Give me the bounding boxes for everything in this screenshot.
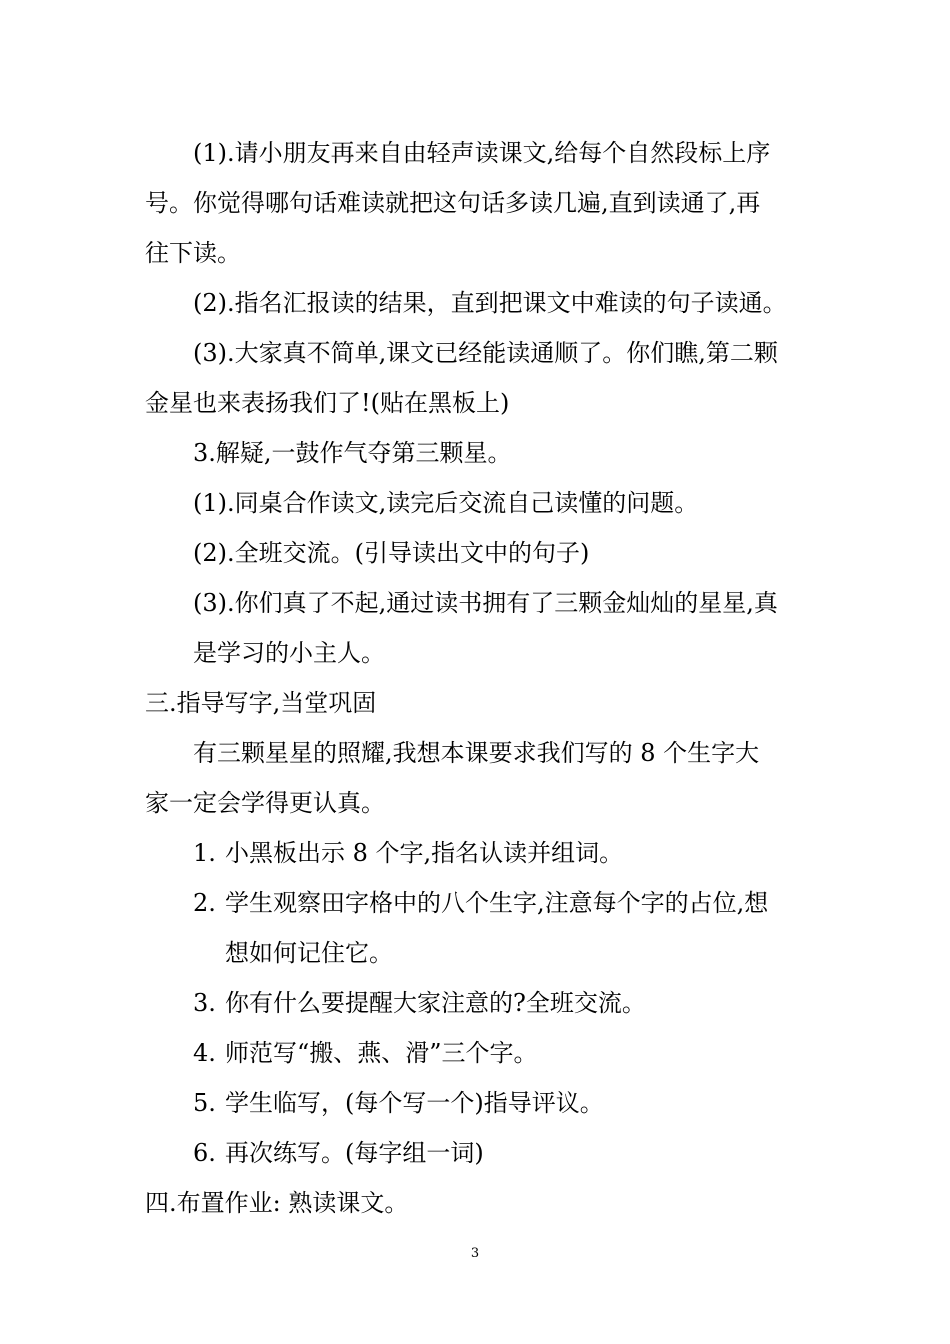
list-item-number: 1. [193, 839, 216, 867]
document-body [145, 128, 810, 1228]
list-item-number: 4. [193, 1039, 216, 1067]
paragraph-line: (1).同桌合作读文,读完后交流自己读懂的问题。 [193, 489, 699, 517]
list-item-continuation [145, 928, 810, 978]
list-item [145, 1028, 810, 1078]
paragraph-line: 号。你觉得哪句话难读就把这句话多读几遍,直到读通了,再 [145, 189, 761, 217]
list-item [145, 878, 810, 928]
paragraph-line: (3).大家真不简单,课文已经能读通顺了。你们瞧,第二颗 [193, 339, 778, 367]
section-heading: 四.布置作业: 熟读课文。 [145, 1189, 409, 1217]
list-item-text: 想如何记住它。 [225, 939, 393, 967]
list-item [145, 1128, 810, 1178]
list-item-text: 你有什么要提醒大家注意的?全班交流。 [225, 989, 646, 1017]
paragraph-line: 往下读。 [145, 239, 241, 267]
paragraph-line: (2).全班交流。(引导读出文中的句子) [193, 539, 590, 567]
paragraph-line: (2).指名汇报读的结果，直到把课文中难读的句子读通。 [193, 289, 787, 317]
paragraph-line: 金星也来表扬我们了!(贴在黑板上) [145, 389, 510, 417]
list-item [145, 978, 810, 1028]
section-heading: 三.指导写字,当堂巩固 [145, 689, 377, 717]
list-item-number: 6. [193, 1139, 216, 1167]
paragraph-line: (3).你们真了不起,通过读书拥有了三颗金灿灿的星星,真 [193, 589, 778, 617]
list-item-text: 再次练写。(每字组一词) [225, 1139, 484, 1167]
list-item-number: 2. [193, 889, 216, 917]
paragraph-line: 家一定会学得更认真。 [145, 789, 385, 817]
paragraph-line: (1).请小朋友再来自由轻声读课文,给每个自然段标上序 [193, 139, 771, 167]
list-item-text: 学生观察田字格中的八个生字,注意每个字的占位,想 [225, 889, 769, 917]
list-item-text: 小黑板出示 8 个字,指名认读并组词。 [225, 839, 624, 867]
list-item-text: 学生临写，(每个写一个)指导评议。 [225, 1089, 604, 1117]
list-item-number [193, 928, 225, 978]
paragraph-line: 是学习的小主人。 [193, 639, 385, 667]
page-number: 3 [470, 1246, 480, 1261]
list-item [145, 828, 810, 878]
list-item-number: 5. [193, 1089, 216, 1117]
list-item-number: 3. [193, 989, 216, 1017]
list-item [145, 1078, 810, 1128]
step-heading: 3.解疑,一鼓作气夺第三颗星。 [193, 439, 512, 467]
list-item-text: 师范写“搬、燕、滑”三个字。 [225, 1039, 538, 1067]
paragraph-line: 有三颗星星的照耀,我想本课要求我们写的 8 个生字大 [193, 739, 760, 767]
